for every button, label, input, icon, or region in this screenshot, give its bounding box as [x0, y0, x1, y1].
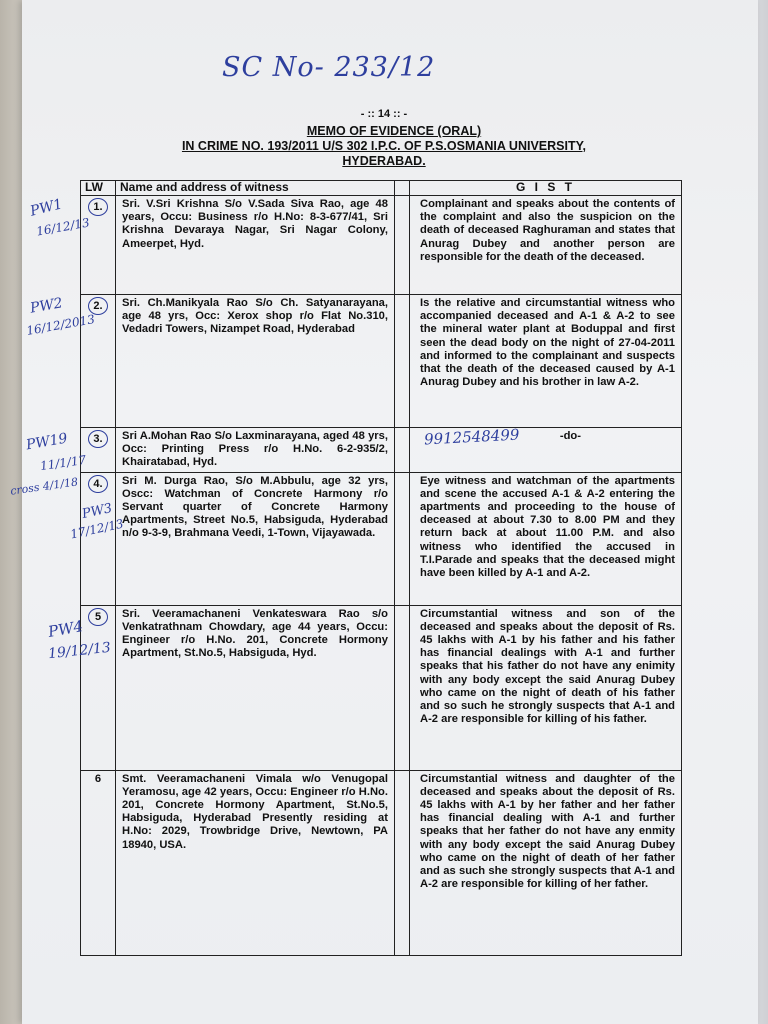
witness-gist: Circumstantial witness and son of the deceased and speaks about the deposit of Rs. 45 lakhs with A-1 by his father and his father has financial dealings with A-1 and further speaks that his father do not have any enimity with any body except the said Anurag Dubey who came on the night of death of his father and so such he strongly suspects that A-1 and A-2 are responsible for killing of his father. [410, 605, 682, 770]
witness-name: Sri M. Durga Rao, S/o M.Abbulu, age 32 yrs, Oscc: Watchman of Concrete Harmony r/o Servant quarter of Concrete Harmony Apartments, Street No.5, Habsiguda, Hyderabad n/o 9-3-9, Brahmana Veedi, 1-Town, Vijayawada. [116, 472, 395, 605]
note-pw2-date: 16/12/2013 [25, 312, 96, 338]
witness-gist: Complainant and speaks about the contents of the complaint and also the suspicion on the death of deceased Raghuraman and states that Anurag Dubey and another person are responsible for the death of the deceased. [410, 196, 682, 295]
lw-number: 5 [88, 608, 108, 626]
header-lw: LW [81, 181, 116, 196]
lw-cell [81, 472, 116, 605]
gap-cell [395, 295, 410, 428]
header-gist: G I S T [410, 181, 682, 196]
header-gap [395, 181, 410, 196]
gap-cell [395, 472, 410, 605]
note-pw4-date: 19/12/13 [47, 639, 112, 663]
heading-line-2: IN CRIME NO. 193/2011 U/S 302 I.P.C. OF P.S.OSMANIA UNIVERSITY, [181, 139, 587, 153]
header-name: Name and address of witness [116, 181, 395, 196]
gap-cell [395, 428, 410, 473]
lw-number: 2. [88, 297, 108, 315]
lw-number: 4. [88, 475, 108, 493]
note-phone: 9912548499 [423, 425, 520, 449]
heading-line-3: HYDERABAD. [342, 154, 426, 168]
note-pw19-date: 11/1/17 [39, 452, 88, 474]
table-row [81, 770, 682, 955]
lw-cell [81, 605, 116, 770]
table-row [81, 605, 682, 770]
witness-gist: -do- [410, 428, 682, 473]
page-number: - :: 14 :: - [360, 108, 408, 120]
witness-gist: Eye witness and watchman of the apartments and scene the accused A-1 & A-2 entering the apartments and proceeding to the house of deceased at about 7.30 to 8.00 PM and they return back at about 11.00 P.M. and also witness who identified the accused in T.I.Parade and speaks that the deceased might have been killed by A-1 and A-2. [410, 472, 682, 605]
gap-cell [395, 605, 410, 770]
lw-number: 6 [94, 772, 102, 785]
gap-cell [395, 770, 410, 955]
witness-gist: Is the relative and circumstantial witness who accompanied deceased and A-1 & A-2 to see the mineral water plant at Boduppal and first seen the dead body on the night of 27-04-2011 and informed to the complainant and suspects that the death of the deceased caused by A-1 Anurag Dubey and his brother in law A-2. [410, 295, 682, 428]
note-pw1: PW1 [28, 196, 65, 220]
witness-name: Smt. Veeramachaneni Vimala w/o Venugopal Yeramosu, age 42 years, Occu: Engineer r/o H.No. 201, Concrete Hormony Apartment, St.No.5, Habsiguda, Hyderabad Presently residing at H.No: 2029, Trowbridge Drive, Newtown, PA 18940, USA. [116, 770, 395, 955]
note-pw4: PW4 [46, 617, 85, 641]
witness-name: Sri A.Mohan Rao S/o Laxminarayana, aged 48 yrs, Occ: Printing Press r/o H.No. 6-2-935/2, Khairatabad, Hyd. [116, 428, 395, 473]
witness-name: Sri. Ch.Manikyala Rao S/o Ch. Satyanarayana, age 48 yrs, Occ: Xerox shop r/o Flat No.310, Vedadri Towers, Nizampet Road, Hyderabad [116, 295, 395, 428]
note-pw19: PW19 [24, 430, 69, 454]
table-row [81, 428, 682, 473]
table-row [81, 196, 682, 295]
table-row [81, 472, 682, 605]
heading-line-1: MEMO OF EVIDENCE (ORAL) [306, 124, 482, 138]
lw-number: 3. [88, 430, 108, 448]
note-pw3: PW3 [80, 501, 114, 522]
evidence-table [80, 180, 682, 956]
table-header-row [81, 181, 682, 196]
gap-cell [395, 196, 410, 295]
lw-number: 1. [88, 198, 108, 216]
note-cross: cross 4/1/18 [9, 475, 79, 498]
case-number-handwritten: SC No- 233/12 [222, 52, 436, 83]
witness-gist: Circumstantial witness and daughter of the deceased and speaks about the deposit of Rs. 45 lakhs with A-1 by her father and her father has financial dealing with A-1 and further speaks that her father do not have any enmity with any body except the said Anurag Dubey who came on the night of death of her father and as such she strongly suspects that A-1 and A-2 are responsible for killing of her father. [410, 770, 682, 955]
table-row [81, 295, 682, 428]
note-pw1-date: 16/12/13 [35, 215, 91, 239]
lw-cell [81, 196, 116, 295]
witness-name: Sri. V.Sri Krishna S/o V.Sada Siva Rao, age 48 years, Occu: Business r/o H.No: 8-3-677/41, Sri Krishna Devaraya Nagar, Sri Nagar Colony, Ameerpet, Hyd. [116, 196, 395, 295]
note-pw2: PW2 [28, 295, 64, 317]
witness-name: Sri. Veeramachaneni Venkateswara Rao s/o Venkatrathnam Chowdary, age 44 years, Occu: Engineer r/o H.No. 201, Concrete Hormony Apartment, St.No.5, Habsiguda, Hyd. [116, 605, 395, 770]
note-pw3-date: 17/12/13 [69, 516, 125, 542]
lw-cell [81, 770, 116, 955]
